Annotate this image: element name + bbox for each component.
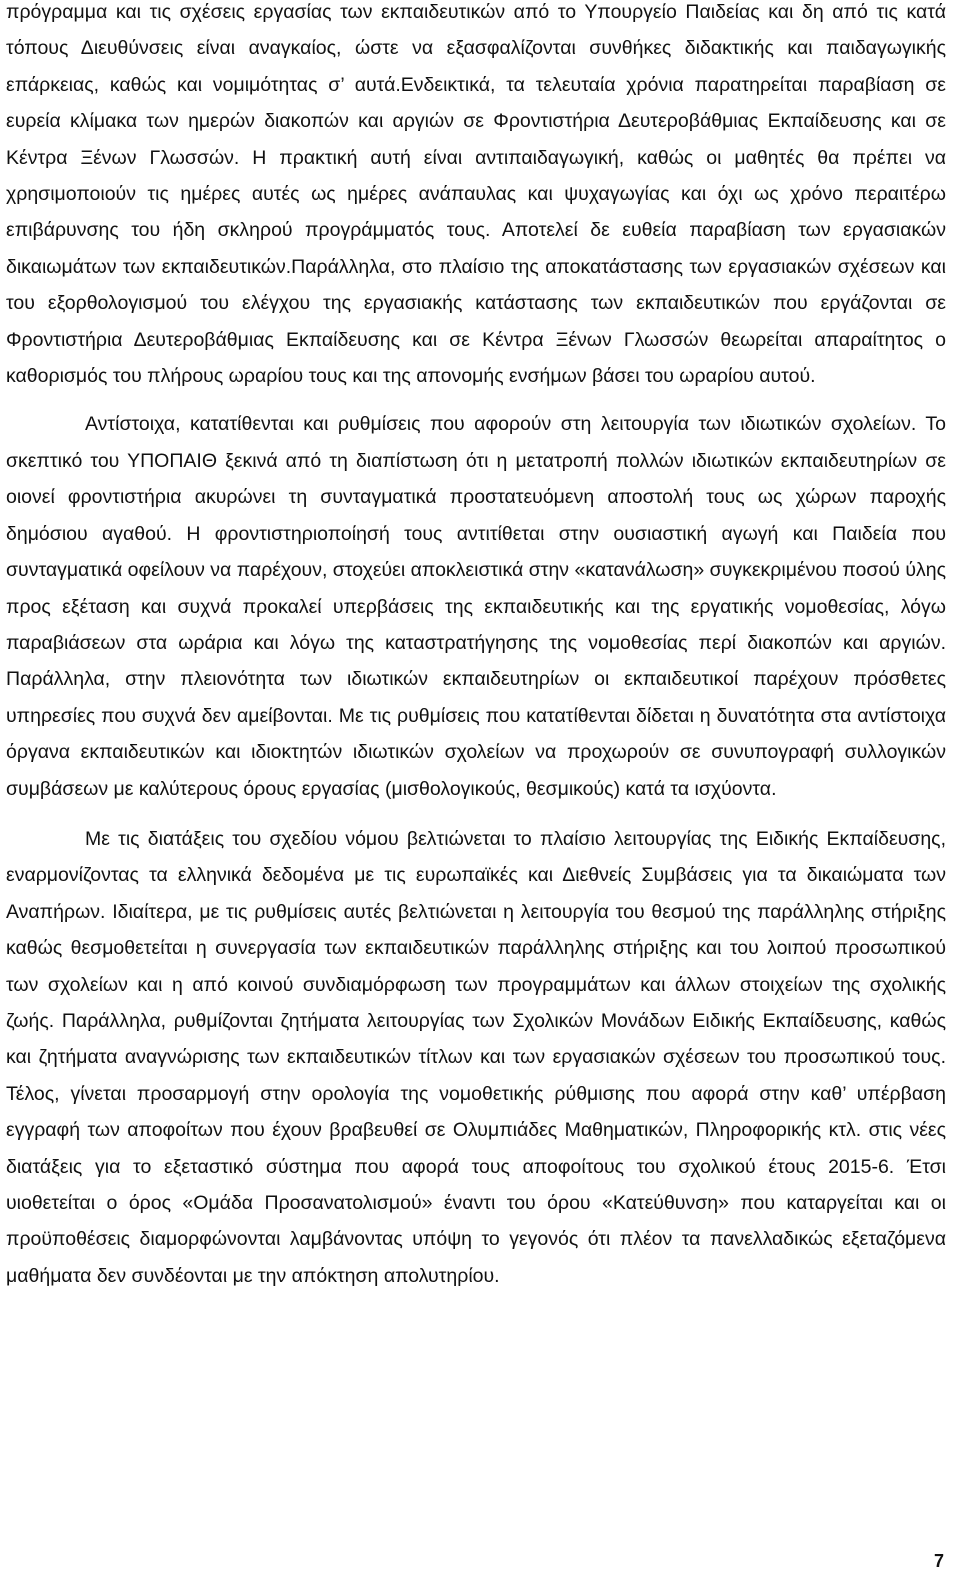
paragraph-special-education: Με τις διατάξεις του σχεδίου νόμου βελτιώνεται το πλαίσιο λειτουργίας της Ειδικής Εκπαίδευσης, εναρμονίζοντας τα ελληνικά δεδομένα με τις ευρωπαϊκές και Διεθνείς Συμβάσεις για τα δικαιώματα των Αναπήρων. Ιδιαίτερα, με τις ρυθμίσεις αυτές βελτιώνεται η λειτουργία του θεσμού της παράλληλης στήριξης καθώς θεσμοθετείται η συνεργασία των εκπαιδευτικών παράλληλης στήριξης και του λοιπού προσωπικού των σχολείων και η από κοινού συνδιαμόρφωση των προγραμμάτων και άλλων στοιχείων της σχολικής ζωής. Παράλληλα, ρυθμίζονται ζητήματα λειτουργίας των Σχολικών Μονάδων Ειδικής Εκπαίδευσης, καθώς και ζητήματα αναγνώρισης των εκπαιδευτικών τίτλων και των εργασιακών σχέσεων του προσωπικού τους. Τέλος, γίνεται προσαρμογή στην ορολογία της νομοθετικής ρύθμισης που αφορά στην καθ’ υπέρβαση εγγραφή των αποφοίτων που έχουν βραβευθεί σε Ολυμπιάδες Μαθηματικών, Πληροφορικής κτλ. στις νέες διατάξεις για το εξεταστικό σύστημα που αφορά τους αποφοίτους του σχολικού έτους 2015-6. Έτσι υιοθετείται ο όρος «Ομάδα Προσανατολισμού» έναντι του όρου «Κατεύθυνση» που καταργείται και οι προϋποθέσεις διαμορφώνονται λαμβάνοντας υπόψη το γεγονός ότι πλέον τα πανελλαδικώς εξεταζόμενα μαθήματα δεν συνδέονται με την απόκτηση απολυτηρίου. [6,827,946,1287]
page-number: 7 [933,1551,944,1571]
paragraph-continuation: πρόγραμμα και τις σχέσεις εργασίας των εκπαιδευτικών από το Υπουργείο Παιδείας και δη από τις κατά τόπους Διευθύνσεις είναι αναγκαίος, ώστε να εξασφαλίζονται συνθήκες διδακτικής και παιδαγωγικής επάρκειας, καθώς και νομιμότητας σ’ αυτά.Ενδεικτικά, τα τελευταία χρόνια παρατηρείται παραβίαση σε ευρεία κλίμακα των ημερών διακοπών και αργιών σε Φροντιστήρια Δευτεροβάθμιας Εκπαίδευσης και σε Κέντρα Ξένων Γλωσσών. Η πρακτική αυτή είναι αντιπαιδαγωγική, καθώς οι μαθητές θα πρέπει να χρησιμοποιούν τις ημέρες αυτές ως ημέρες ανάπαυλας και ψυχαγωγίας και όχι ως χρόνο περαιτέρω επιβάρυνσης του ήδη σκληρού προγράμματός τους. Αποτελεί δε ευθεία παραβίαση των εργασιακών δικαιωμάτων των εκπαιδευτικών.Παράλληλα, στο πλαίσιο της αποκατάστασης των εργασιακών σχέσεων και του εξορθολογισμού του ελέγχου της εργασιακής κατάστασης των εκπαιδευτικών που εργάζονται σε Φροντιστήρια Δευτεροβάθμιας Εκπαίδευσης και σε Κέντρα Ξένων Γλωσσών θεωρείται απαραίτητος ο καθορισμός του πλήρους ωραρίου τους και της απονομής ενσήμων βάσει του ωραρίου αυτού. [6,1,946,388]
paragraph-private-schools: Αντίστοιχα, κατατίθενται και ρυθμίσεις που αφορούν στη λειτουργία των ιδιωτικών σχολείων. Το σκεπτικό του ΥΠΟΠΑΙΘ ξεκινά από τη διαπίστωση ότι η μετατροπή πολλών ιδιωτικών εκπαιδευτηρίων σε οιονεί φροντιστήρια ακυρώνει τη συνταγματικά προστατευόμενη αποστολή τους ως χώρων παροχής δημόσιου αγαθού. Η φροντιστηριοποίησή τους αντιτίθεται στην ουσιαστική αγωγή και Παιδεία που συνταγματικά οφείλουν να παρέχουν, στοχεύει αποκλειστικά στην «κατανάλωση» συγκεκριμένου ποσού ύλης προς εξέταση και συχνά προκαλεί υπερβάσεις της εκπαιδευτικής και της εργατικής νομοθεσίας, λόγω παραβιάσεων στα ωράρια και λόγω της καταστρατήγησης της νομοθεσίας περί διακοπών και αργιών. Παράλληλα, στην πλειονότητα των ιδιωτικών εκπαιδευτηρίων οι εκπαιδευτικοί παρέχουν πρόσθετες υπηρεσίες που συχνά δεν αμείβονται. Με τις ρυθμίσεις που κατατίθενται δίδεται η δυνατότητα στα αντίστοιχα όργανα εκπαιδευτικών και ιδιοκτητών ιδιωτικών σχολείων να προχωρούν σε συνυπογραφή συλλογικών συμβάσεων με καλύτερους όρους εργασίας (μισθολογικούς, θεσμικούς) κατά τα ισχύοντα. [6,413,946,800]
document-body [6,0,946,1294]
